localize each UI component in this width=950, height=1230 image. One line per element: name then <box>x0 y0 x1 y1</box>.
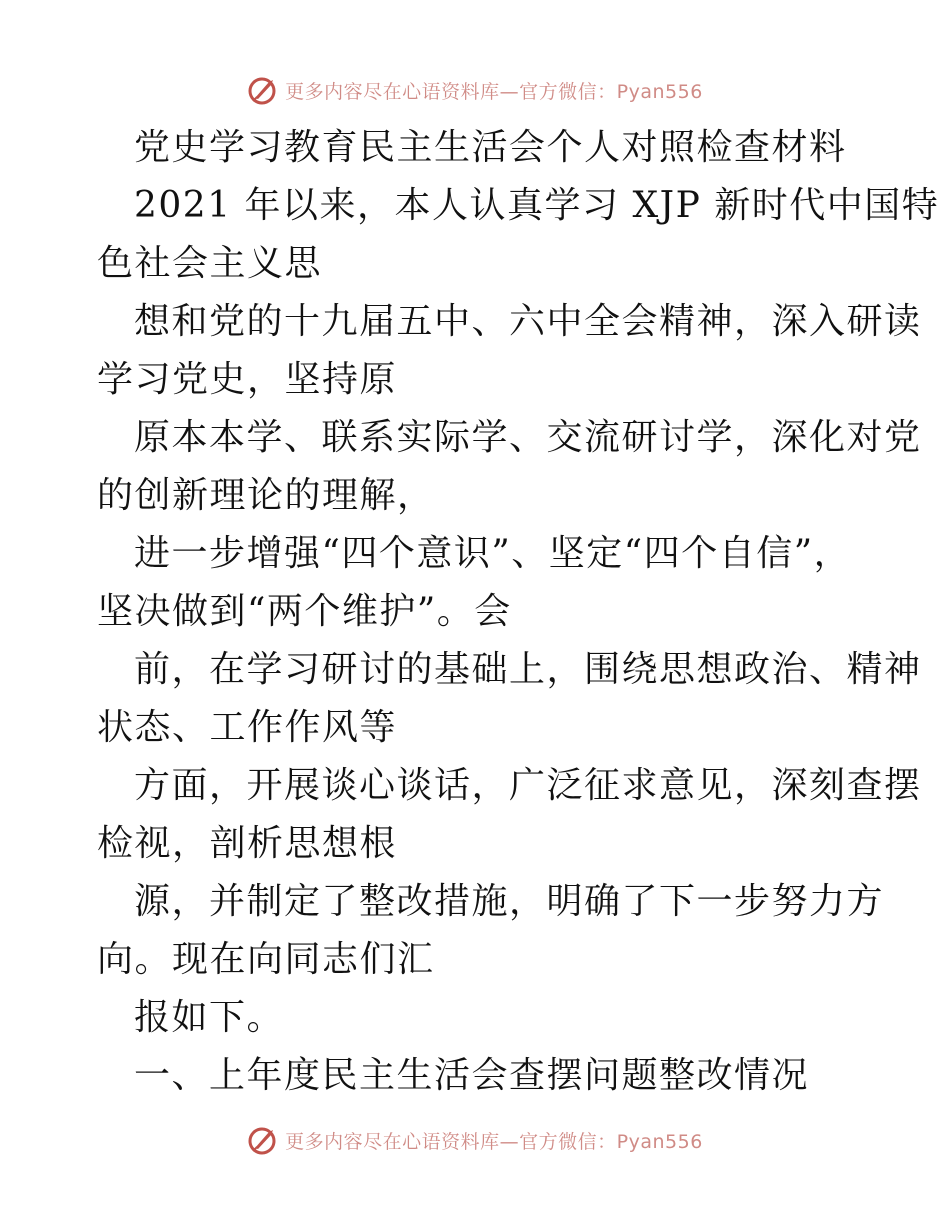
paragraph-line: 向。现在向同志们汇 <box>97 939 435 980</box>
paragraph-line: 学习党史，坚持原 <box>97 359 398 400</box>
paragraph-line: 前，在学习研讨的基础上，围绕思想政治、精神 <box>134 649 922 690</box>
quill-logo-icon <box>247 74 279 106</box>
document-title: 党史学习教育民主生活会个人对照检查材料 <box>134 127 847 168</box>
watermark-text: 更多内容尽在心语资料库—官方微信：Pyan556 <box>285 80 703 103</box>
paragraph-line: 坚决做到“两个维护”。会 <box>97 591 512 632</box>
paragraph-line: 源，并制定了整改措施，明确了下一步努力方 <box>134 881 885 922</box>
paragraph-line: 色社会主义思 <box>97 243 323 284</box>
watermark-text: 更多内容尽在心语资料库—官方微信：Pyan556 <box>285 1130 703 1153</box>
header-watermark <box>0 70 950 110</box>
paragraph-line: 检视，剖析思想根 <box>97 823 398 864</box>
footer-watermark <box>0 1120 950 1160</box>
paragraph-line: 状态、工作作风等 <box>97 707 398 748</box>
quill-logo-icon <box>247 1124 279 1156</box>
paragraph-line: 方面，开展谈心谈话，广泛征求意见，深刻查摆 <box>134 765 922 806</box>
paragraph-line: 进一步增强“四个意识”、坚定“四个自信”， <box>134 533 852 574</box>
paragraph-line: 报如下。 <box>134 997 285 1038</box>
paragraph-line: 想和党的十九届五中、六中全会精神，深入研读 <box>134 301 922 342</box>
paragraph-line: 的创新理论的理解， <box>97 475 435 516</box>
section-heading: 一、上年度民主生活会查摆问题整改情况 <box>134 1055 810 1096</box>
paragraph-line: 2021 年以来，本人认真学习 XJP 新时代中国特 <box>134 185 940 226</box>
paragraph-line: 原本本学、联系实际学、交流研讨学，深化对党 <box>134 417 922 458</box>
